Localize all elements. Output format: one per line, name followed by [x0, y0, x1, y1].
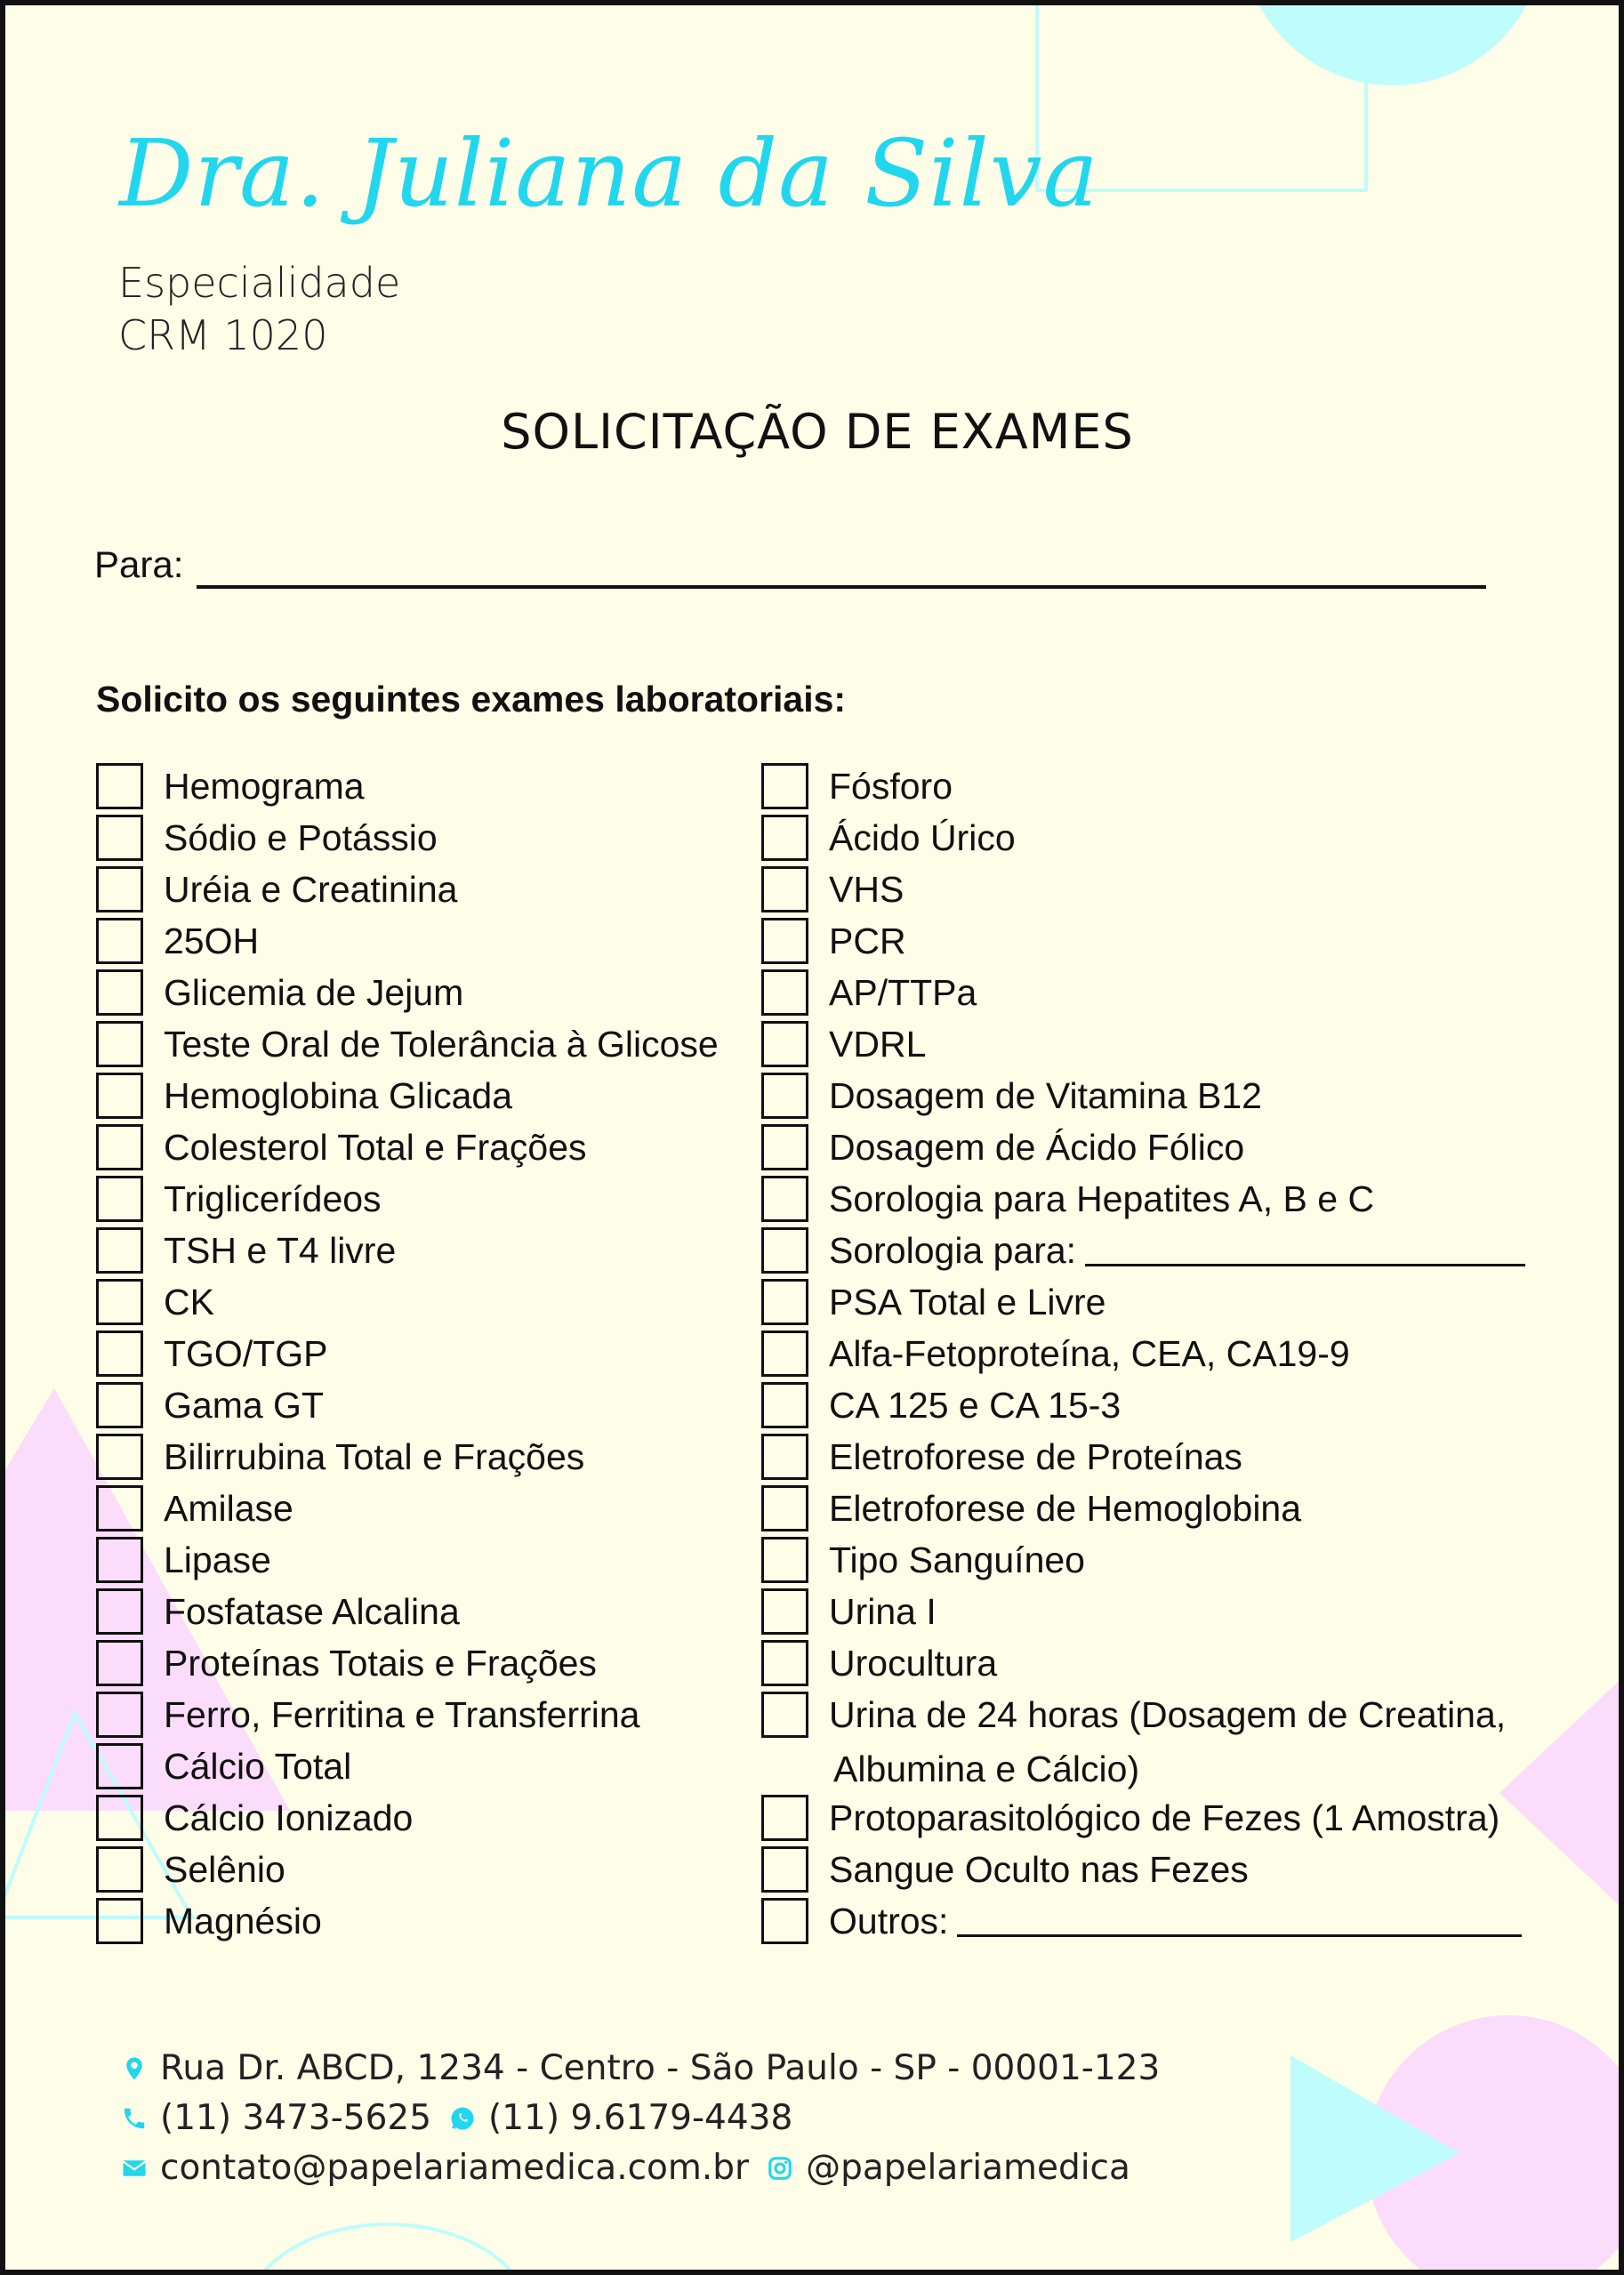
exam-item [761, 812, 1016, 864]
exam-item [96, 1844, 285, 1895]
exam-item [96, 967, 463, 1018]
exam-item [761, 1534, 1085, 1586]
exam-label: VHS [829, 868, 904, 910]
exam-label: Sangue Oculto nas Fezes [829, 1848, 1249, 1890]
serology-blank-field[interactable] [1085, 1235, 1525, 1266]
exam-checkbox[interactable] [761, 1073, 808, 1119]
exam-checkbox[interactable] [761, 1640, 808, 1686]
exam-checkbox[interactable] [761, 1021, 808, 1067]
exam-label: Proteínas Totais e Frações [164, 1642, 597, 1684]
exam-checkbox[interactable] [761, 1279, 808, 1325]
exam-label: Amilase [164, 1487, 293, 1529]
exam-checkbox[interactable] [761, 1176, 808, 1222]
exam-label: Urina I [829, 1590, 937, 1632]
exam-item [96, 1534, 271, 1586]
exam-item [761, 1637, 997, 1689]
exam-checkbox[interactable] [96, 1743, 143, 1789]
whatsapp-text: (11) 9.6179-4438 [488, 2098, 793, 2138]
email-text: contato@papelariamedica.com.br [160, 2148, 750, 2188]
exam-checkbox[interactable] [96, 1124, 143, 1170]
recipient-field[interactable] [197, 585, 1486, 589]
exam-checkbox[interactable] [761, 1846, 808, 1893]
exam-checkbox[interactable] [761, 1795, 808, 1841]
exam-label: Tipo Sanguíneo [829, 1539, 1085, 1580]
exam-checkbox[interactable] [96, 918, 143, 964]
exam-item [96, 1431, 584, 1483]
exam-item [761, 1483, 1301, 1534]
page-title: SOLICITAÇÃO DE EXAMES [501, 404, 1134, 460]
exam-label: Outros: [829, 1900, 949, 1941]
exam-label: Ácido Úrico [829, 816, 1016, 858]
exam-label: CA 125 e CA 15-3 [829, 1384, 1122, 1426]
exam-item [96, 1379, 324, 1431]
exam-label: Eletroforese de Hemoglobina [829, 1487, 1302, 1529]
exam-label: VDRL [829, 1023, 927, 1065]
doctor-specialty: Especialidade [118, 259, 401, 307]
exam-item [96, 864, 457, 915]
exam-label: 25OH [164, 920, 260, 961]
exam-label: Sódio e Potássio [164, 816, 438, 858]
exam-item [761, 1586, 937, 1637]
exam-checkbox[interactable] [761, 918, 808, 964]
exam-checkbox[interactable] [96, 1588, 143, 1635]
exam-label: Hemoglobina Glicada [164, 1074, 513, 1116]
location-pin-icon [119, 2054, 149, 2084]
exam-checkbox[interactable] [96, 969, 143, 1016]
exam-item [761, 1225, 1525, 1276]
exam-checkbox[interactable] [761, 763, 808, 809]
exam-item [96, 1070, 512, 1121]
exam-checkbox[interactable] [96, 1692, 143, 1738]
exam-item [761, 1379, 1121, 1431]
footer-address [119, 2048, 1160, 2088]
exam-checkbox[interactable] [96, 1537, 143, 1583]
exam-item [761, 1689, 1506, 1740]
exam-item [761, 1018, 926, 1070]
exam-checkbox[interactable] [761, 1330, 808, 1377]
exam-item [96, 1740, 351, 1792]
exam-label-continuation: Albumina e Cálcio) [833, 1748, 1140, 1789]
exam-checkbox[interactable] [761, 1124, 808, 1170]
exam-label: Alfa-Fetoproteína, CEA, CA19-9 [829, 1332, 1350, 1374]
exam-item [761, 864, 904, 915]
whatsapp-icon [447, 2103, 478, 2134]
exam-label: Sorologia para Hepatites A, B e C [829, 1178, 1375, 1219]
exam-label: Colesterol Total e Frações [164, 1126, 587, 1168]
exam-item [96, 1689, 639, 1740]
instagram-text: @papelariamedica [806, 2148, 1130, 2188]
exam-item [761, 967, 977, 1018]
exam-label: PCR [829, 920, 906, 961]
exam-label: PSA Total e Livre [829, 1281, 1106, 1322]
exam-label: Ferro, Ferritina e Transferrina [164, 1693, 640, 1735]
exam-checkbox[interactable] [96, 1227, 143, 1274]
recipient-label: Para: [94, 543, 184, 585]
exam-label: Dosagem de Ácido Fólico [829, 1126, 1245, 1168]
exam-label: CK [164, 1281, 214, 1322]
exam-checkbox[interactable] [96, 1846, 143, 1893]
exam-label: Eletroforese de Proteínas [829, 1435, 1242, 1477]
exam-item [96, 1173, 382, 1225]
exam-checkbox[interactable] [761, 1898, 808, 1944]
phone-icon [119, 2103, 149, 2134]
address-text: Rua Dr. ABCD, 1234 - Centro - São Paulo - SP - 00001-123 [160, 2048, 1161, 2088]
exam-checkbox[interactable] [96, 1485, 143, 1531]
exam-item [96, 1637, 597, 1689]
exam-label: TSH e T4 livre [164, 1229, 397, 1271]
exam-item [96, 812, 438, 864]
exam-label: Lipase [164, 1539, 271, 1580]
exam-label: Gama GT [164, 1384, 324, 1426]
exam-label: Fósforo [829, 765, 953, 807]
exam-checkbox[interactable] [761, 1434, 808, 1480]
exam-label: Bilirrubina Total e Frações [164, 1435, 585, 1477]
exam-checkbox[interactable] [761, 1537, 808, 1583]
exam-checkbox[interactable] [761, 1227, 808, 1274]
exam-item [761, 1328, 1350, 1379]
instagram-icon [765, 2153, 795, 2183]
phone-text: (11) 3473-5625 [160, 2098, 432, 2138]
exam-checkbox[interactable] [96, 1795, 143, 1841]
exam-label: Magnésio [164, 1900, 322, 1941]
exam-checkbox[interactable] [96, 866, 143, 912]
exam-checkbox[interactable] [96, 1382, 143, 1428]
exam-label: Glicemia de Jejum [164, 971, 464, 1013]
exam-checkbox[interactable] [96, 1279, 143, 1325]
exam-checkbox[interactable] [96, 1434, 143, 1480]
exam-label: Selênio [164, 1848, 285, 1890]
exam-checkbox[interactable] [761, 1485, 808, 1531]
exam-item [761, 1276, 1105, 1328]
exam-checkbox[interactable] [761, 1382, 808, 1428]
exam-label: Teste Oral de Tolerância à Glicose [164, 1023, 719, 1065]
exam-label: Sorologia para: [829, 1229, 1077, 1271]
exam-checkbox[interactable] [761, 1692, 808, 1738]
exam-checkbox[interactable] [96, 1898, 143, 1944]
footer-phones [119, 2098, 792, 2138]
exam-item [96, 1792, 413, 1844]
exam-item [96, 1121, 587, 1173]
exam-item [96, 1276, 214, 1328]
exam-checkbox[interactable] [761, 815, 808, 861]
exam-label: TGO/TGP [164, 1332, 328, 1374]
top-cyan-circle [1242, 5, 1544, 85]
exams-heading: Solicito os seguintes exames laboratoriais: [96, 679, 847, 719]
doctor-crm: CRM 1020 [118, 311, 328, 359]
exam-checkbox[interactable] [96, 1330, 143, 1377]
exam-label: AP/TTPa [829, 971, 977, 1013]
exam-label: Cálcio Ionizado [164, 1797, 414, 1838]
exam-label: Protoparasitológico de Fezes (1 Amostra) [829, 1797, 1500, 1838]
exam-label: Fosfatase Alcalina [164, 1590, 460, 1632]
exam-item [96, 1586, 460, 1637]
exam-item [96, 915, 259, 967]
exam-checkbox[interactable] [761, 969, 808, 1016]
footer-contacts [119, 2148, 1130, 2188]
exam-label: Cálcio Total [164, 1745, 352, 1787]
exam-item [761, 915, 906, 967]
exam-item [96, 1895, 322, 1947]
exam-label: Hemograma [164, 765, 365, 807]
exam-label: Uréia e Creatinina [164, 868, 458, 910]
exam-item [96, 1018, 719, 1070]
exam-item [761, 1070, 1262, 1121]
exam-label: Dosagem de Vitamina B12 [829, 1074, 1262, 1116]
exam-label: Urocultura [829, 1642, 998, 1684]
exam-item [761, 1121, 1244, 1173]
exam-item [761, 1844, 1249, 1895]
exam-item [96, 1225, 396, 1276]
exam-checkbox[interactable] [96, 763, 143, 809]
exam-checkbox[interactable] [761, 866, 808, 912]
bottom-outline-arc [245, 2224, 530, 2270]
exam-item [761, 1173, 1374, 1225]
exam-label: Triglicerídeos [164, 1178, 382, 1219]
exam-checkbox[interactable] [96, 1073, 143, 1119]
others-blank-field[interactable] [957, 1906, 1522, 1937]
right-pink-diamond [1499, 1660, 1619, 1926]
exam-item [761, 760, 953, 812]
exam-item [96, 1483, 293, 1534]
exam-checkbox[interactable] [96, 1021, 143, 1067]
exam-item [761, 1792, 1499, 1844]
exam-checkbox[interactable] [96, 1640, 143, 1686]
exam-checkbox[interactable] [96, 815, 143, 861]
exam-label: Urina de 24 horas (Dosagem de Creatina, [829, 1693, 1507, 1735]
exam-item [761, 1431, 1242, 1483]
exam-item [761, 1895, 1522, 1947]
email-icon [119, 2153, 149, 2183]
exam-checkbox[interactable] [96, 1176, 143, 1222]
exam-checkbox[interactable] [761, 1588, 808, 1635]
exam-item [96, 1328, 328, 1379]
doctor-name: Dra. Juliana da Silva [119, 119, 1099, 228]
exam-item [96, 760, 365, 812]
